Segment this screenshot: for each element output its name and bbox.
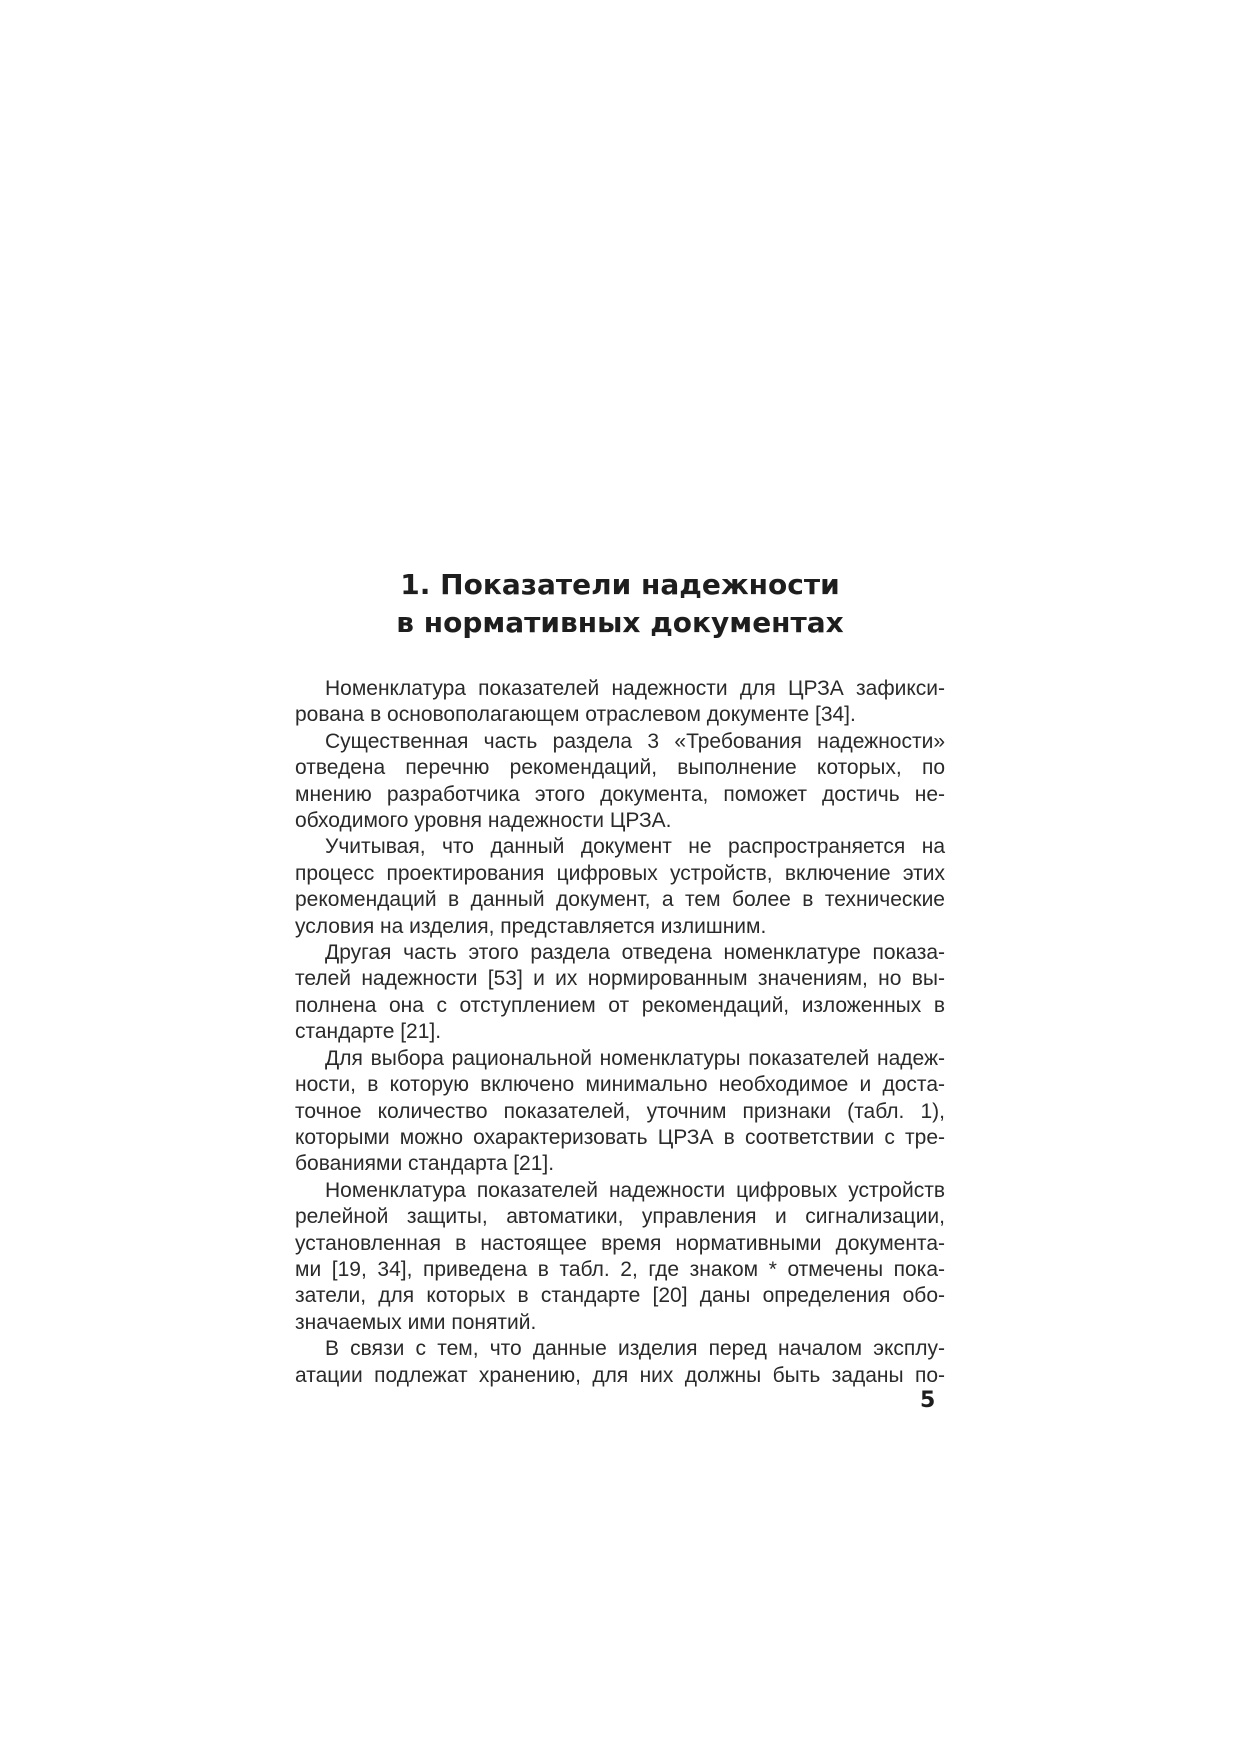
text-line: Для выбора рациональной номенклатуры показателей надеж-	[325, 1046, 945, 1070]
text-line: точное количество показателей, уточним признаки (табл. 1),	[295, 1099, 945, 1123]
text-line: Другая часть этого раздела отведена номенклатуре показа-	[325, 941, 945, 965]
text-line: процесс проектирования цифровых устройств, включение этих	[295, 861, 945, 885]
text-line: рована в основополагающем отраслевом документе [34].	[295, 703, 856, 727]
paragraph	[295, 729, 945, 835]
text-line: телей надежности [53] и их нормированным значениям, но вы-	[295, 967, 945, 991]
text-line: атации подлежат хранению, для них должны быть заданы по-	[295, 1363, 945, 1387]
paragraph	[295, 1336, 945, 1389]
text-line: Номенклатура показателей надежности для ЦРЗА зафикси-	[325, 677, 945, 700]
paragraph	[295, 1046, 945, 1178]
text-line: рекомендаций в данный документ, а тем более в технические	[295, 888, 945, 912]
page-content	[295, 566, 945, 1389]
text-line: установленная в настоящее время нормативными документа-	[295, 1231, 945, 1255]
text-line: Существенная часть раздела 3 «Требования надежности»	[325, 729, 945, 753]
text-line: условия на изделия, представляется излишним.	[295, 914, 767, 938]
paragraph	[295, 834, 945, 940]
text-line: Учитывая, что данный документ не распространяется на	[325, 835, 945, 859]
chapter-title-line-2: в нормативных документах	[396, 606, 844, 639]
text-line: полнена она с отступлением от рекомендаций, изложенных в	[295, 993, 945, 1017]
text-line: которыми можно охарактеризовать ЦРЗА в соответствии с тре-	[295, 1125, 945, 1149]
text-line: Номенклатура показателей надежности цифровых устройств	[325, 1178, 945, 1202]
chapter-title-line-1: 1. Показатели надежности	[400, 568, 840, 601]
text-line: В связи с тем, что данные изделия перед началом эксплу-	[325, 1337, 945, 1361]
text-line: релейной защиты, автоматики, управления и сигнализации,	[295, 1205, 945, 1229]
page-number: 5	[920, 1388, 936, 1413]
text-line: отведена перечню рекомендаций, выполнение которых, по	[295, 756, 945, 780]
text-line: затели, для которых в стандарте [20] даны определения обо-	[295, 1284, 945, 1308]
text-line: ми [19, 34], приведена в табл. 2, где знаком * отмечены пока-	[295, 1257, 945, 1281]
paragraph	[295, 1178, 945, 1336]
text-line: мнению разработчика этого документа, поможет достичь не-	[295, 782, 945, 806]
chapter-title	[295, 566, 945, 642]
text-line: ности, в которую включено минимально необходимое и доста-	[295, 1073, 945, 1097]
text-line: стандарте [21].	[295, 1020, 442, 1044]
text-line: обходимого уровня надежности ЦРЗА.	[295, 809, 672, 833]
paragraph	[295, 940, 945, 1046]
text-line: бованиями стандарта [21].	[295, 1152, 555, 1176]
text-line: значаемых ими понятий.	[295, 1310, 537, 1334]
paragraph	[295, 676, 945, 729]
